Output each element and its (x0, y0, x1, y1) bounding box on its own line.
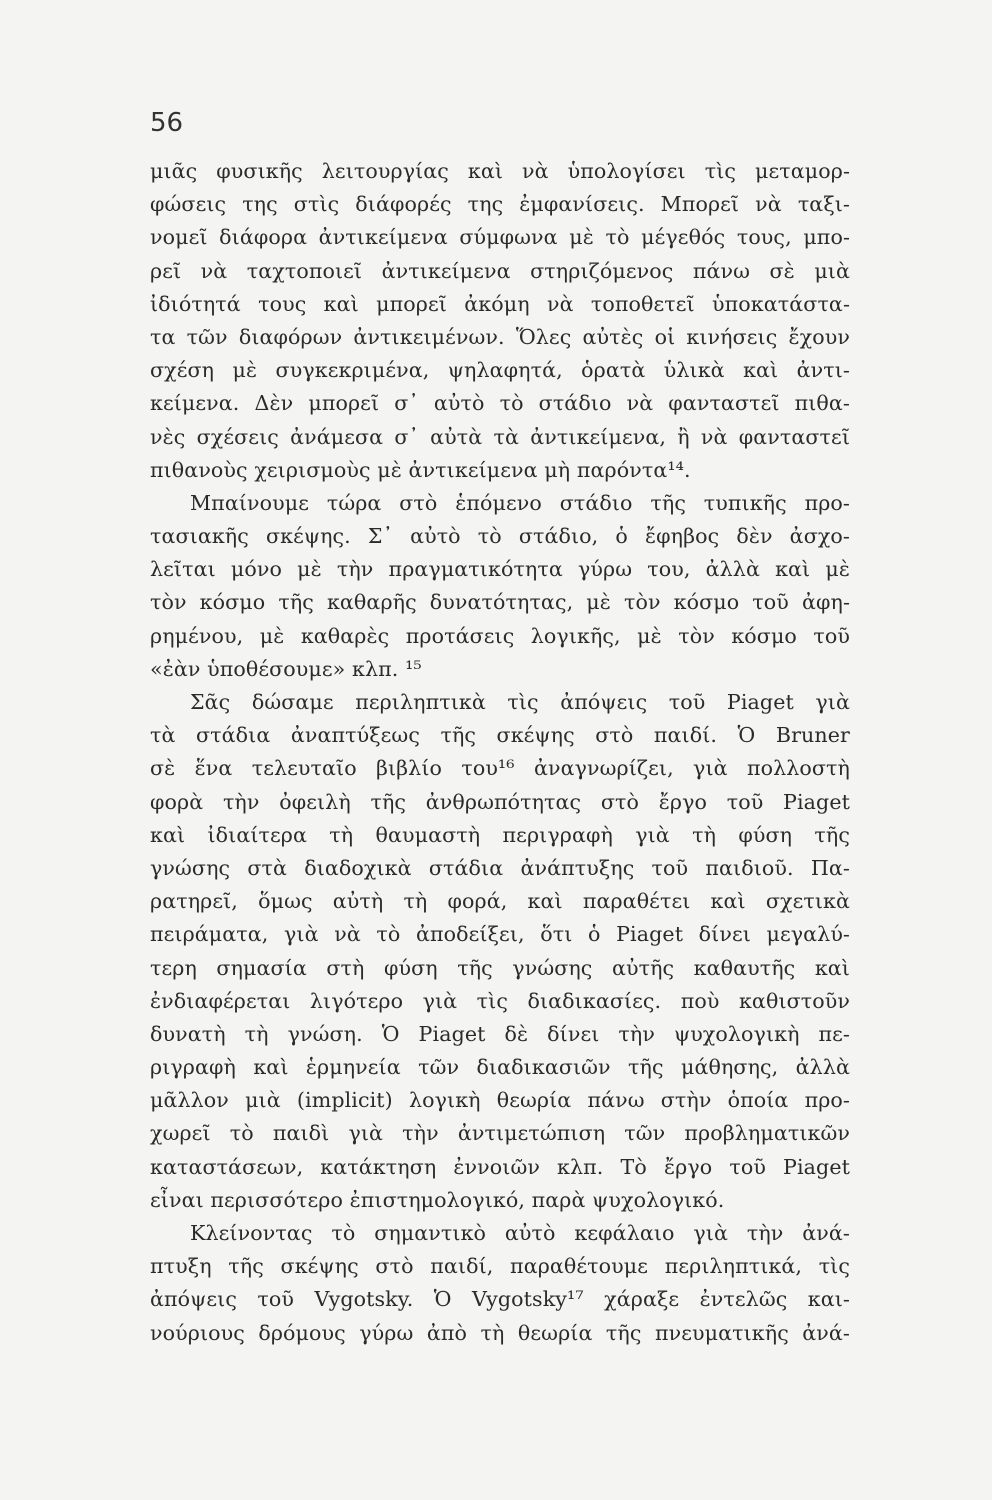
text-line: ρατηρεῖ, ὅμως αὐτὴ τὴ φορά, καὶ παραθέτει καὶ σχετικὰ (150, 889, 850, 914)
text-line: ρημένου, μὲ καθαρὲς προτάσεις λογικῆς, μὲ τὸν κόσμο τοῦ (150, 623, 850, 648)
text-line: πειράματα, γιὰ νὰ τὸ ἀποδείξει, ὅτι ὁ Piaget δίνει μεγαλύ- (150, 922, 850, 947)
text-line: χωρεῖ τὸ παιδὶ γιὰ τὴν ἀντιμετώπιση τῶν προβληματικῶν (150, 1121, 850, 1146)
text-line: πιθανοὺς χειρισμοὺς μὲ ἀντικείμενα μὴ παρόντα¹⁴. (150, 457, 691, 482)
text-line: τερη σημασία στὴ φύση τῆς γνώσης αὐτῆς καθαυτῆς καὶ (150, 955, 850, 980)
text-line: καταστάσεων, κατάκτηση ἐννοιῶν κλπ. Τὸ ἔργο τοῦ Piaget (150, 1154, 850, 1179)
text-line: λεῖται μόνο μὲ τὴν πραγματικότητα γύρω του, ἀλλὰ καὶ μὲ (150, 557, 850, 582)
text-line: σχέση μὲ συγκεκριμένα, ψηλαφητά, ὁρατὰ ὑλικὰ καὶ ἀντι- (150, 358, 850, 383)
text-line: δυνατὴ τὴ γνώση. Ὁ Piaget δὲ δίνει τὴν ψυχολογικὴ πε- (150, 1021, 850, 1046)
text-line: Σᾶς δώσαμε περιληπτικὰ τὶς ἀπόψεις τοῦ Piaget γιὰ (190, 690, 850, 714)
text-line: φώσεις της στὶς διάφορές της ἐμφανίσεις. Μπορεῖ νὰ ταξι- (150, 192, 850, 217)
text-line: τὸν κόσμο τῆς καθαρῆς δυνατότητας, μὲ τὸν κόσμο τοῦ ἀφη- (150, 590, 850, 615)
text-line: ἐνδιαφέρεται λιγότερο γιὰ τὶς διαδικασίες. ποὺ καθιστοῦν (150, 988, 850, 1013)
text-line: τασιακῆς σκέψης. Σ᾽ αὐτὸ τὸ στάδιο, ὁ ἔφηβος δὲν ἀσχο- (150, 524, 850, 549)
text-line: γνώσης στὰ διαδοχικὰ στάδια ἀνάπτυξης τοῦ παιδιοῦ. Πα- (150, 855, 850, 880)
text-line: νούριους δρόμους γύρω ἀπὸ τὴ θεωρία τῆς πνευματικῆς ἀνά- (150, 1320, 850, 1345)
text-line: καὶ ἰδιαίτερα τὴ θαυμαστὴ περιγραφὴ γιὰ τὴ φύση τῆς (150, 822, 850, 847)
page-number: 56 (150, 108, 184, 138)
text-line: σὲ ἕνα τελευταῖο βιβλίο του¹⁶ ἀναγνωρίζει, γιὰ πολλοστὴ (150, 756, 850, 781)
text-line: μᾶλλον μιὰ (implicit) λογικὴ θεωρία πάνω στὴν ὁποία προ- (150, 1088, 850, 1113)
text-line: Μπαίνουμε τώρα στὸ ἑπόμενο στάδιο τῆς τυπικῆς προ- (190, 490, 850, 515)
text-line: κείμενα. Δὲν μπορεῖ σ᾽ αὐτὸ τὸ στάδιο νὰ φανταστεῖ πιθα- (150, 391, 850, 416)
text-line: νομεῖ διάφορα ἀντικείμενα σύμφωνα μὲ τὸ μέγεθός τους, μπο- (150, 225, 850, 250)
text-line: ριγραφὴ καὶ ἑρμηνεία τῶν διαδικασιῶν τῆς μάθησης, ἀλλὰ (150, 1055, 850, 1080)
text-line: ρεῖ νὰ ταχτοποιεῖ ἀντικείμενα στηριζόμενος πάνω σὲ μιὰ (150, 258, 850, 283)
text-line: τα τῶν διαφόρων ἀντικειμένων. Ὅλες αὐτὲς οἱ κινήσεις ἔχουν (150, 324, 850, 349)
text-line: τὰ στάδια ἀναπτύξεως τῆς σκέψης στὸ παιδί. Ὁ Bruner (150, 723, 850, 748)
text-line: μιᾶς φυσικῆς λειτουργίας καὶ νὰ ὑπολογίσει τὶς μεταμορ- (150, 159, 850, 183)
text-line: ἀπόψεις τοῦ Vygotsky. Ὁ Vygotsky¹⁷ χάραξε ἐντελῶς και- (150, 1287, 850, 1312)
text-line: εἶναι περισσότερο ἐπιστημολογικό, παρὰ ψυχολογικό. (150, 1187, 725, 1212)
body-text (150, 155, 850, 1350)
text-line: ἰδιότητά τους καὶ μπορεῖ ἀκόμη νὰ τοποθετεῖ ὑποκατάστα- (150, 291, 850, 316)
text-line: πτυξη τῆς σκέψης στὸ παιδί, παραθέτουμε περιληπτικά, τὶς (150, 1254, 850, 1279)
text-line: φορὰ τὴν ὀφειλὴ τῆς ἀνθρωπότητας στὸ ἔργο τοῦ Piaget (150, 789, 850, 814)
text-line: «ἐὰν ὑποθέσουμε» κλπ. ¹⁵ (150, 656, 422, 681)
text-line: Κλείνοντας τὸ σημαντικὸ αὐτὸ κεφάλαιο γιὰ τὴν ἀνά- (190, 1221, 850, 1245)
text-line: νὲς σχέσεις ἀνάμεσα σ᾽ αὐτὰ τὰ ἀντικείμενα, ἢ νὰ φανταστεῖ (150, 424, 850, 449)
